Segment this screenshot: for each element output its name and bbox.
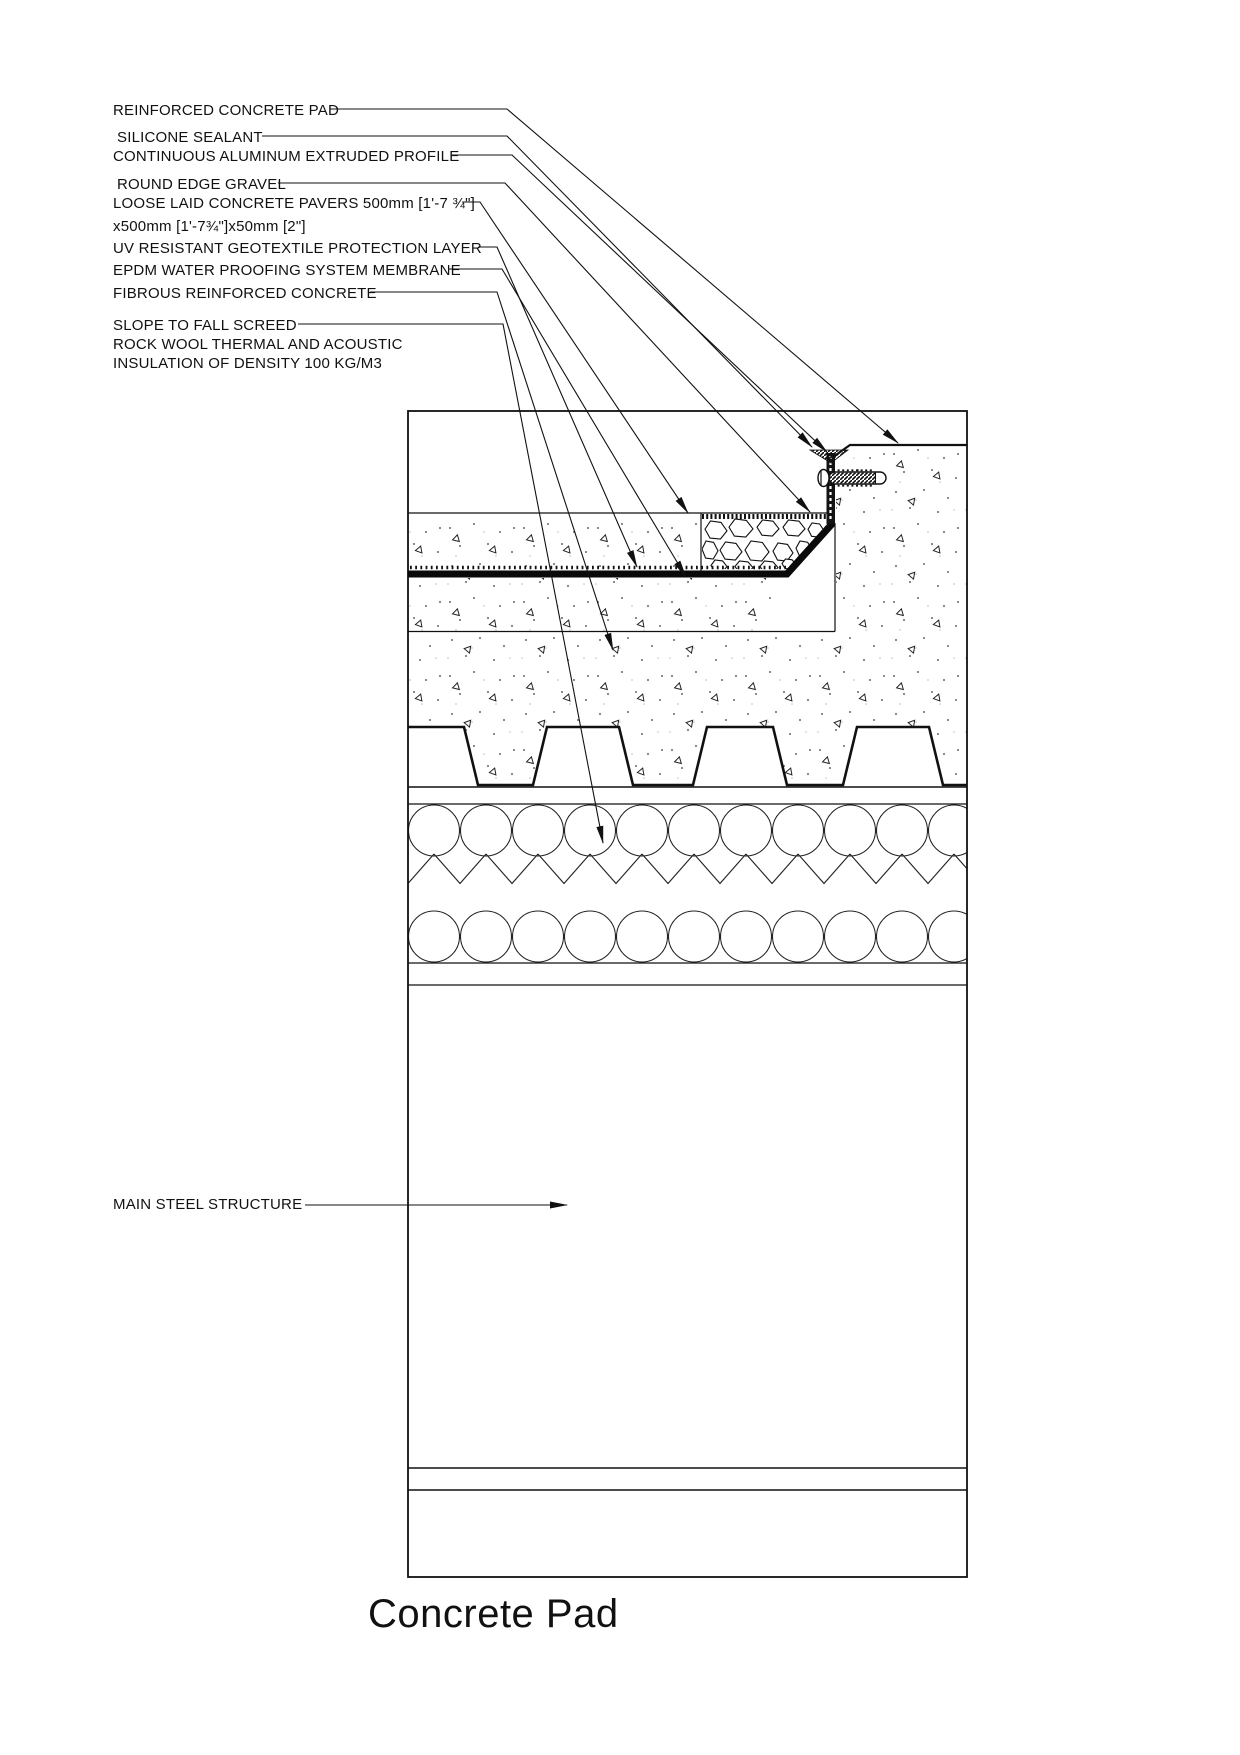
drawing-title: Concrete Pad bbox=[368, 1592, 619, 1636]
steel-structure-zone bbox=[408, 985, 967, 1490]
callout-round-edge-gravel: ROUND EDGE GRAVEL bbox=[117, 176, 286, 193]
callout-slope-screed: SLOPE TO FALL SCREED bbox=[113, 317, 297, 334]
callout-silicone-sealant: SILICONE SEALANT bbox=[117, 129, 263, 146]
rock-wool-insulation-layer bbox=[408, 804, 967, 963]
callout-rock-wool-line2: INSULATION OF DENSITY 100 KG/M3 bbox=[113, 355, 383, 372]
callout-aluminum-profile: CONTINUOUS ALUMINUM EXTRUDED PROFILE bbox=[113, 148, 460, 165]
callout-reinforced-concrete-pad: REINFORCED CONCRETE PAD bbox=[113, 102, 340, 119]
callout-fibrous-concrete: FIBROUS REINFORCED CONCRETE bbox=[113, 285, 377, 302]
callout-epdm-membrane: EPDM WATER PROOFING SYSTEM MEMBRANE bbox=[113, 262, 461, 279]
callout-pavers-line1: LOOSE LAID CONCRETE PAVERS 500mm [1'-7 ¾"] bbox=[113, 195, 475, 212]
callout-uv-geotextile: UV RESISTANT GEOTEXTILE PROTECTION LAYER bbox=[113, 240, 482, 257]
callout-pavers-line2: x500mm [1'-7¾"]x50mm [2"] bbox=[113, 218, 306, 235]
concrete-pavers-layer bbox=[408, 514, 701, 571]
aluminum-profile-shape bbox=[827, 453, 836, 524]
fibrous-concrete-layer bbox=[408, 631, 967, 785]
callout-main-steel-structure: MAIN STEEL STRUCTURE bbox=[113, 1196, 303, 1213]
fixing-screw bbox=[818, 470, 886, 487]
callout-rock-wool-line1: ROCK WOOL THERMAL AND ACOUSTIC bbox=[113, 336, 403, 353]
leader-aluminum-profile bbox=[452, 155, 827, 452]
leader-pavers bbox=[462, 202, 688, 513]
